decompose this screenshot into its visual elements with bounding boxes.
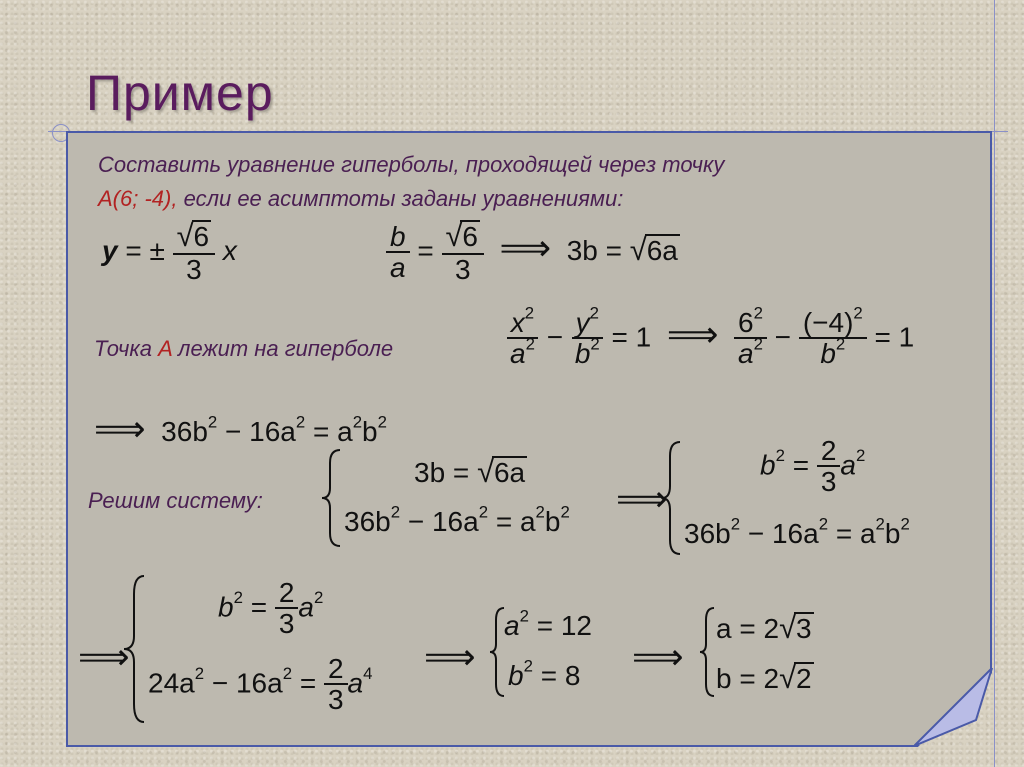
var-y: y: [575, 307, 590, 338]
exp: 2: [818, 514, 829, 534]
implies-arrow: ⟹: [78, 636, 130, 677]
exp: 2: [590, 334, 600, 354]
exp: 2: [194, 664, 205, 684]
system1-line1: 3b = √6a: [414, 454, 526, 489]
label-suffix: лежит на гиперболе: [171, 336, 394, 361]
exp-4: 4: [363, 664, 373, 684]
var-a: a: [840, 449, 856, 481]
term-36b: 36b: [161, 416, 208, 447]
exp: 2: [589, 303, 599, 323]
term-a: = a: [828, 518, 876, 549]
page-curl-corner: [914, 668, 994, 748]
b-equals-2: b = 2: [716, 663, 780, 694]
radicand-3: 3: [795, 613, 812, 644]
num-neg4: (−4): [802, 307, 854, 338]
exp: 2: [853, 303, 863, 323]
left-brace: [698, 606, 716, 698]
exp: 2: [753, 334, 763, 354]
minus: −: [538, 321, 571, 353]
exp: 2: [900, 514, 910, 534]
value-8: = 8: [532, 660, 581, 691]
system3-line1: $b^2$ = $\frac{2}{3}$ $a^2$: [218, 577, 324, 640]
var-a: a: [298, 591, 314, 623]
exp: 2: [835, 334, 846, 354]
denominator-3: 3: [327, 684, 344, 716]
equals-one: = 1: [866, 321, 915, 353]
exp: 2: [282, 664, 293, 684]
term-a: = a: [488, 506, 536, 537]
var-a: a: [510, 338, 526, 370]
exp: 2: [523, 656, 533, 676]
equals-one: = 1: [603, 321, 652, 353]
radicand-2: 2: [795, 663, 812, 694]
var-a: a: [504, 610, 520, 641]
point-on-hyperbola-label: [94, 336, 393, 362]
var-a: a: [347, 667, 364, 699]
exp: 2: [730, 514, 741, 534]
exp: 2: [377, 412, 387, 432]
left-brace: [660, 440, 682, 556]
sqrt-6a: 6a: [493, 457, 526, 488]
term-b: b: [884, 518, 901, 549]
system1-line2: [344, 502, 570, 538]
a-equals-2: a = 2: [716, 613, 780, 644]
final-a: a = 2√3: [716, 610, 812, 645]
denominator: 3: [186, 253, 202, 285]
plus-minus: = ±: [117, 235, 173, 267]
exp: 2: [535, 502, 545, 522]
term-36b: 36b: [344, 506, 391, 537]
exp: 2: [856, 446, 866, 466]
exp: 2: [207, 412, 218, 432]
left-brace: [122, 574, 146, 724]
asymptote-equation: [102, 220, 237, 286]
term-b: b: [362, 416, 378, 447]
exp: 2: [525, 334, 535, 354]
var-y: y: [102, 235, 118, 267]
system2-line1: $b^2$ = $\frac{2}{3}$ $a^2$: [760, 435, 866, 498]
var-b: b: [760, 449, 776, 481]
var-x: x: [222, 235, 237, 267]
left-brace: [320, 448, 342, 548]
numerator-2: 2: [275, 578, 299, 609]
eq-3b: 3b =: [414, 457, 478, 488]
point-coordinates: A(6; -4),: [98, 186, 178, 211]
exp: 2: [295, 412, 306, 432]
var-b: b: [820, 338, 836, 370]
term-24a: 24a: [148, 667, 195, 699]
exp: 2: [233, 588, 243, 608]
exp: 2: [314, 588, 324, 608]
num-6: 6: [737, 307, 754, 338]
ratio-equation: $\frac{b}{a}$ = $\frac{√6}{3}$ ⟹ 3b = √6a: [386, 220, 680, 286]
derived-equation: [94, 408, 387, 450]
implies-arrow: ⟹: [94, 408, 146, 449]
term-16a: − 16a: [217, 416, 296, 447]
radicand: 6: [462, 221, 478, 252]
exp: 2: [753, 303, 763, 323]
var-a: a: [737, 338, 754, 370]
result-a-squared: [504, 606, 592, 642]
term-36b: 36b: [684, 518, 731, 549]
problem-line-2: [98, 186, 623, 212]
exp: 2: [478, 502, 489, 522]
var-x: x: [510, 307, 525, 338]
fraction-sqrt6-over-3: $\frac{√6}{3}$: [173, 220, 215, 286]
denominator-a: a: [390, 252, 406, 284]
implies-arrow: ⟹: [499, 227, 552, 269]
term-16a: − 16a: [740, 518, 819, 549]
final-b: b = 2√2: [716, 660, 812, 695]
exp: 2: [519, 606, 529, 626]
denominator: 3: [454, 253, 471, 285]
numerator-2: 2: [817, 436, 841, 467]
implies-arrow: ⟹: [424, 636, 476, 677]
system3-line2: $24a^2 - 16a^2$ = $\frac{2}{3}$ $a^4$: [148, 653, 373, 716]
var-b: b: [574, 338, 591, 370]
var-b: b: [218, 591, 234, 623]
term-a: = a: [305, 416, 353, 447]
slide-title: Пример: [86, 65, 274, 121]
term-16a: − 16a: [204, 667, 283, 699]
result-b-squared: [508, 656, 581, 692]
radicand: 6: [193, 221, 210, 252]
numerator-2: 2: [324, 654, 348, 685]
exp: 2: [875, 514, 885, 534]
term-16a: − 16a: [400, 506, 479, 537]
exp: 2: [390, 502, 401, 522]
numerator-b: b: [386, 222, 410, 253]
term-b: b: [544, 506, 561, 537]
point-letter: A: [158, 336, 172, 361]
implies-arrow: ⟹: [616, 478, 668, 519]
denominator-3: 3: [820, 466, 837, 498]
minus: −: [766, 321, 799, 353]
implies-arrow: ⟹: [632, 636, 684, 677]
sqrt-6a: 6a: [646, 235, 678, 267]
problem-line-2-text: если ее асимптоты заданы уравнениями:: [177, 186, 624, 211]
exp: 2: [352, 412, 363, 432]
solve-system-label: Решим систему:: [88, 488, 263, 513]
problem-line-1: Составить уравнение гиперболы, проходящей через точку: [98, 152, 725, 177]
implies-arrow: ⟹: [666, 313, 719, 355]
page-edge-vertical: [994, 0, 995, 767]
exp: 2: [524, 303, 535, 323]
value-12: = 12: [528, 610, 592, 641]
exp: 2: [775, 446, 785, 466]
label-prefix: Точка: [94, 336, 159, 361]
denominator-3: 3: [278, 608, 295, 640]
exp: 2: [560, 502, 570, 522]
eq-3b: 3b =: [566, 235, 630, 267]
system2-line2: [684, 514, 910, 550]
hyperbola-equation: [506, 303, 915, 370]
var-b: b: [508, 660, 524, 691]
